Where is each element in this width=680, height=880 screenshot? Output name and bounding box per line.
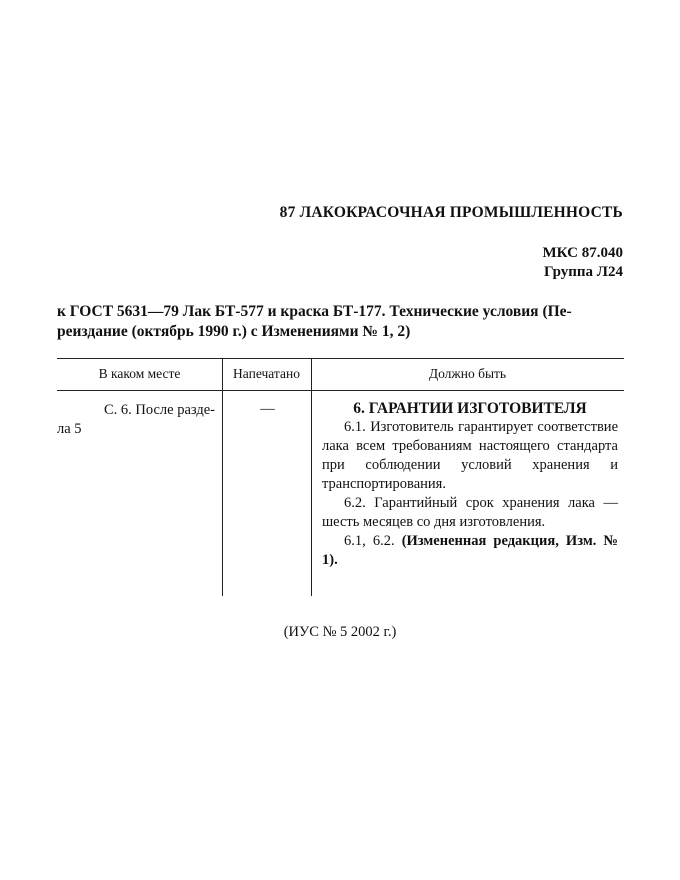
paragraph-6-2: 6.2. Гарантийный срок хранения лака — шесть месяцев со дня изготовления.	[322, 495, 618, 530]
guarantee-heading: 6. ГАРАНТИИ ИЗГОТОВИТЕЛЯ	[353, 400, 587, 417]
cell-where	[57, 401, 215, 439]
amendment-title-line1: к ГОСТ 5631—79 Лак БТ-577 и краска БТ-177. Технические условия (Пе-	[57, 303, 572, 320]
table-header-rule	[57, 390, 624, 391]
footer-ius: (ИУС № 5 2002 г.)	[283, 624, 397, 640]
amendment-title-line2: реиздание (октябрь 1990 г.) с Изменениями № 1, 2)	[57, 323, 411, 340]
header-printed: Напечатано	[233, 366, 300, 381]
cell-printed: —	[260, 401, 275, 417]
column-divider-2	[311, 358, 312, 596]
mks-code: МКС 87.040	[542, 245, 623, 261]
cell-should-be	[322, 399, 618, 570]
column-divider-1	[222, 358, 223, 596]
where-line1: С. 6. После разде-	[103, 402, 215, 418]
header-where: В каком месте	[98, 366, 181, 381]
header-should-be: Должно быть	[428, 366, 507, 381]
group-code: Группа Л24	[544, 264, 623, 280]
table-top-rule	[57, 358, 624, 359]
amendment-title	[57, 302, 623, 342]
section-title: 87 ЛАКОКРАСОЧНАЯ ПРОМЫШЛЕННОСТЬ	[279, 204, 623, 221]
classification-block	[543, 244, 624, 282]
where-line2: ла 5	[57, 421, 82, 437]
paragraph-6-1: 6.1. Изготовитель гарантирует соответствие лака всем требованиям настоящего стандарта при соблюдении условий хранения и транспортирования.	[322, 419, 618, 492]
paragraph-amendment-note: 6.1, 6.2. (Измененная редакция, Изм. № 1).	[322, 533, 618, 568]
